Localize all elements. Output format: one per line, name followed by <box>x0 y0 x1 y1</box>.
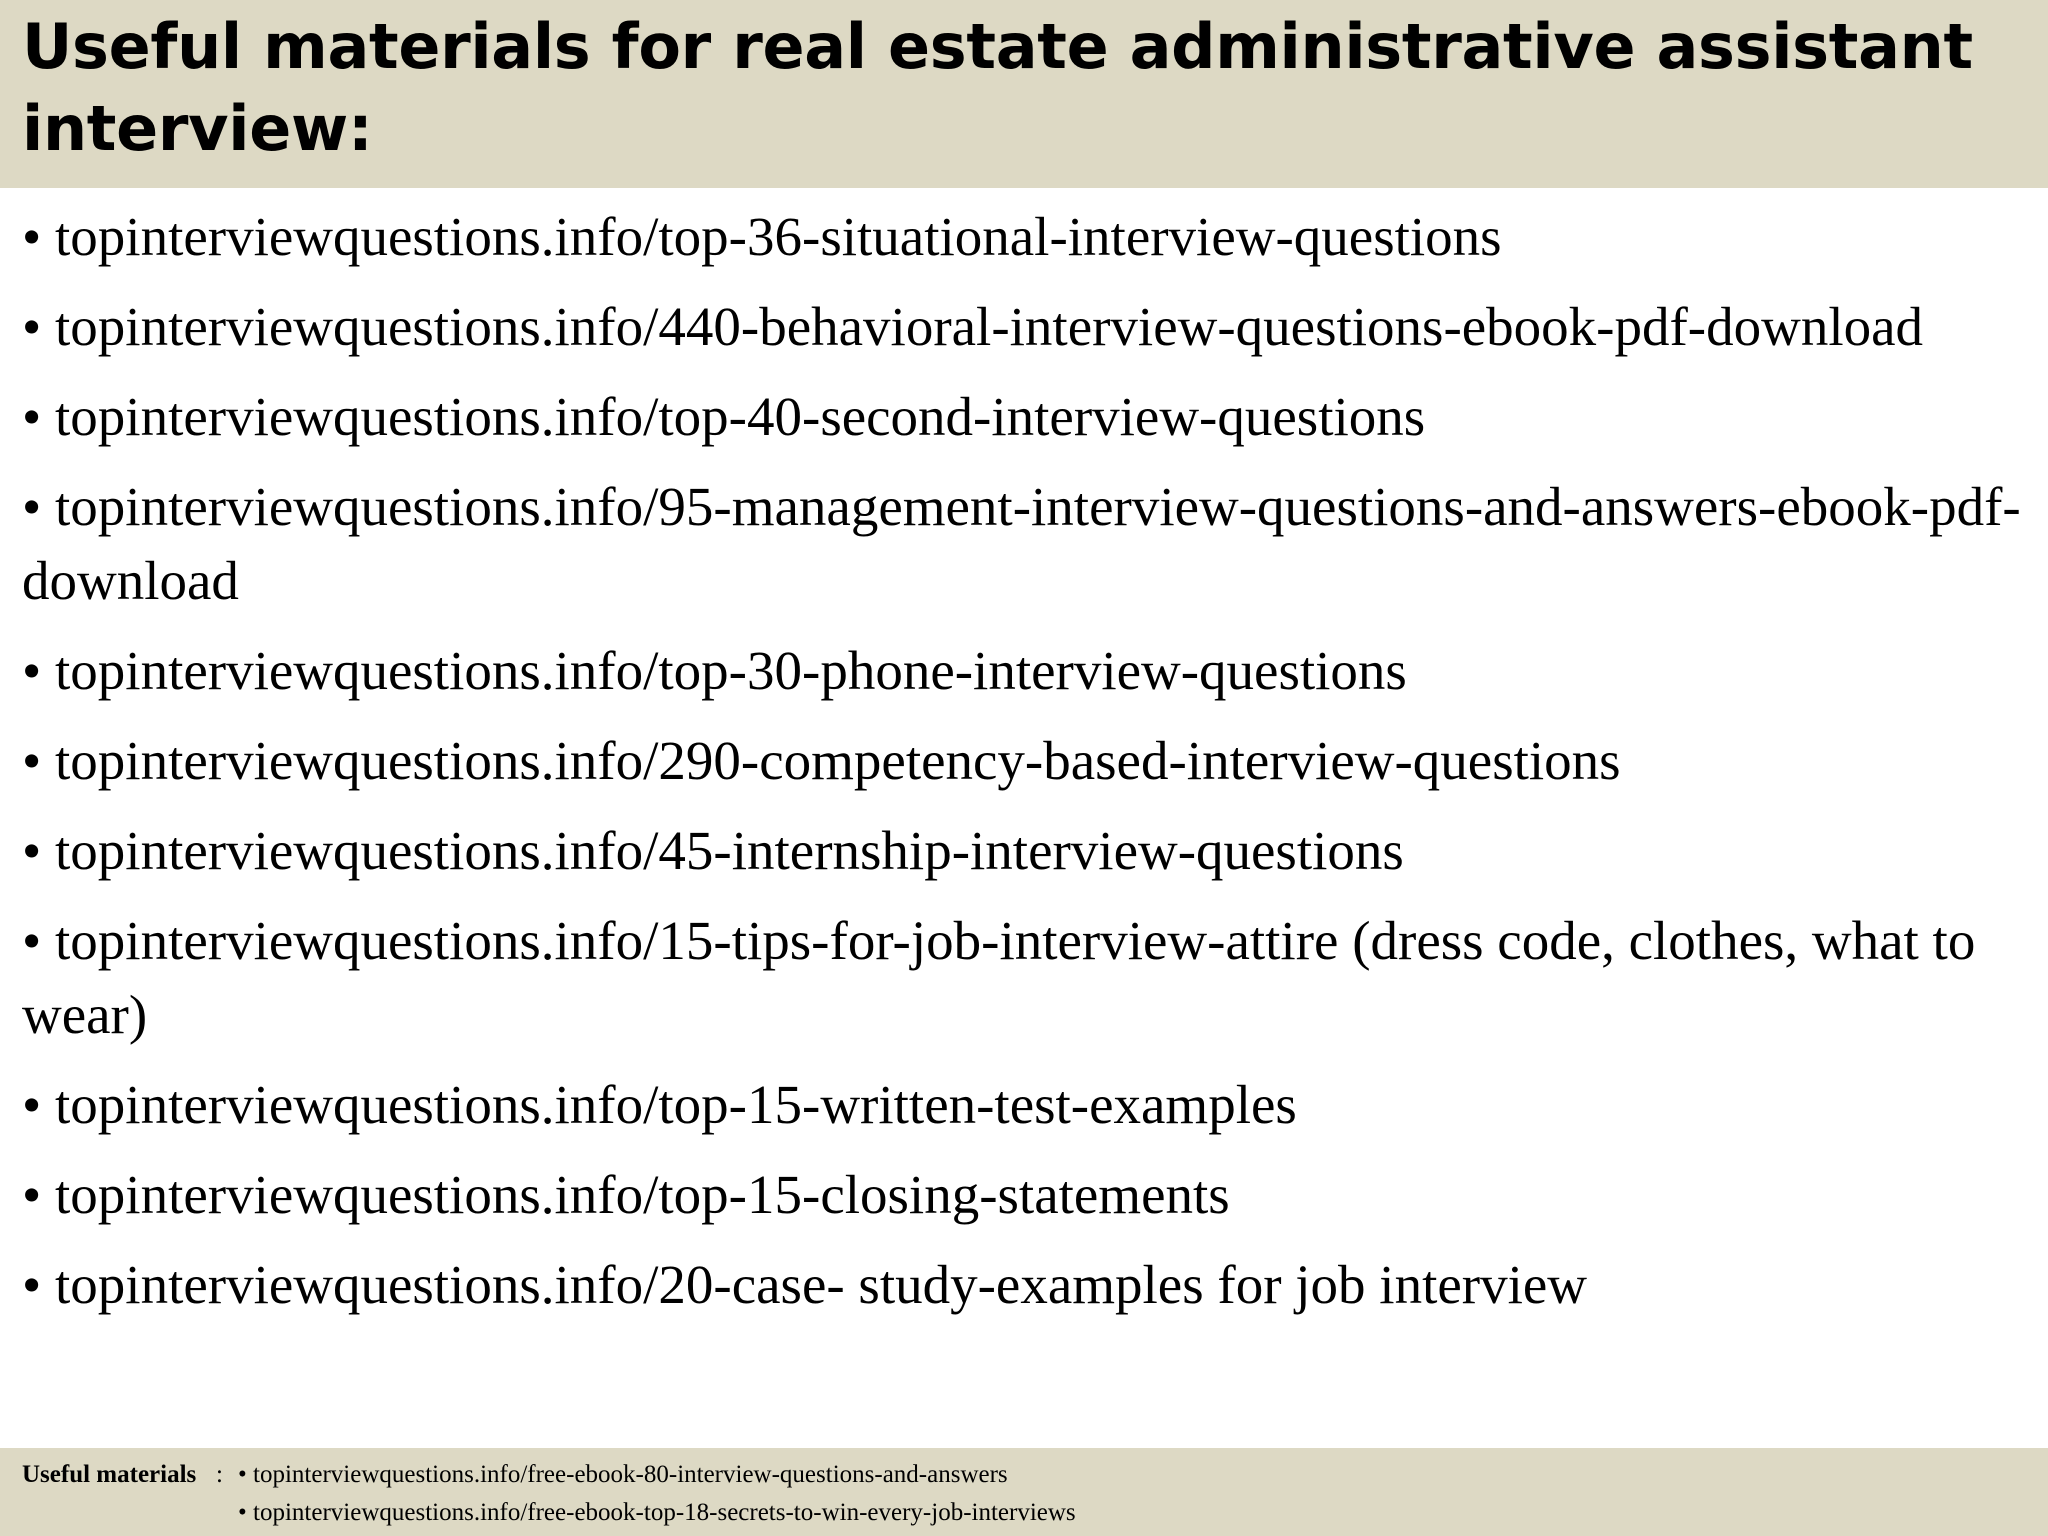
list-item <box>22 634 2022 708</box>
footer-link-text: topinterviewquestions.info/free-ebook-top-18-secrets-to-win-every-job-interviews <box>253 1499 1076 1526</box>
slide-title: Useful materials for real estate administrative assistant interview: <box>22 10 1973 165</box>
material-link-text: topinterviewquestions.info/top-15-written-test-examples <box>55 1074 1297 1135</box>
material-link-text: topinterviewquestions.info/290-competency-based-interview-questions <box>55 730 1621 791</box>
materials-list-section <box>22 200 2022 1338</box>
list-item <box>22 724 2022 798</box>
footer-links <box>238 1456 1076 1532</box>
list-item <box>22 904 2022 1052</box>
list-item <box>22 290 2022 364</box>
bullet: • <box>22 476 42 537</box>
footer-link-item <box>238 1494 1076 1532</box>
list-item <box>22 1068 2022 1142</box>
material-link-text: topinterviewquestions.info/top-15-closing-statements <box>55 1164 1230 1225</box>
footer-label: Useful materials <box>22 1461 197 1488</box>
list-item <box>22 1158 2022 1232</box>
bullet: • <box>22 640 42 701</box>
material-link-text: topinterviewquestions.info/440-behavioral-interview-questions-ebook-pdf-download <box>55 296 1924 357</box>
footer-bar <box>0 1448 2048 1536</box>
material-link-text: topinterviewquestions.info/top-40-second-interview-questions <box>55 386 1426 447</box>
footer-separator: : <box>216 1461 223 1488</box>
bullet: • <box>22 206 42 267</box>
list-item <box>22 470 2022 618</box>
footer-link-text: topinterviewquestions.info/free-ebook-80-interview-questions-and-answers <box>253 1461 1008 1488</box>
bullet: • <box>22 820 42 881</box>
bullet: • <box>22 910 42 971</box>
footer-link-item <box>238 1456 1076 1494</box>
bullet: • <box>238 1499 247 1526</box>
list-item <box>22 814 2022 888</box>
bullet: • <box>22 386 42 447</box>
material-link-text: topinterviewquestions.info/15-tips-for-job-interview-attire (dress code, clothes, what to wear) <box>22 910 1976 1045</box>
list-item <box>22 380 2022 454</box>
bullet: • <box>22 1074 42 1135</box>
material-link-text: topinterviewquestions.info/top-30-phone-interview-questions <box>55 640 1407 701</box>
bullet: • <box>22 1164 42 1225</box>
list-item <box>22 200 2022 274</box>
list-item <box>22 1248 2022 1322</box>
bullet: • <box>22 296 42 357</box>
title-bar <box>0 0 2048 188</box>
material-link-text: topinterviewquestions.info/95-management-interview-questions-and-answers-ebook-pdf-download <box>22 476 2021 611</box>
materials-list <box>22 200 2022 1322</box>
bullet: • <box>238 1461 247 1488</box>
material-link-text: topinterviewquestions.info/top-36-situational-interview-questions <box>55 206 1502 267</box>
bullet: • <box>22 730 42 791</box>
bullet: • <box>22 1254 42 1315</box>
material-link-text: topinterviewquestions.info/45-internship-interview-questions <box>55 820 1404 881</box>
material-link-text: topinterviewquestions.info/20-case- study-examples for job interview <box>55 1254 1587 1315</box>
